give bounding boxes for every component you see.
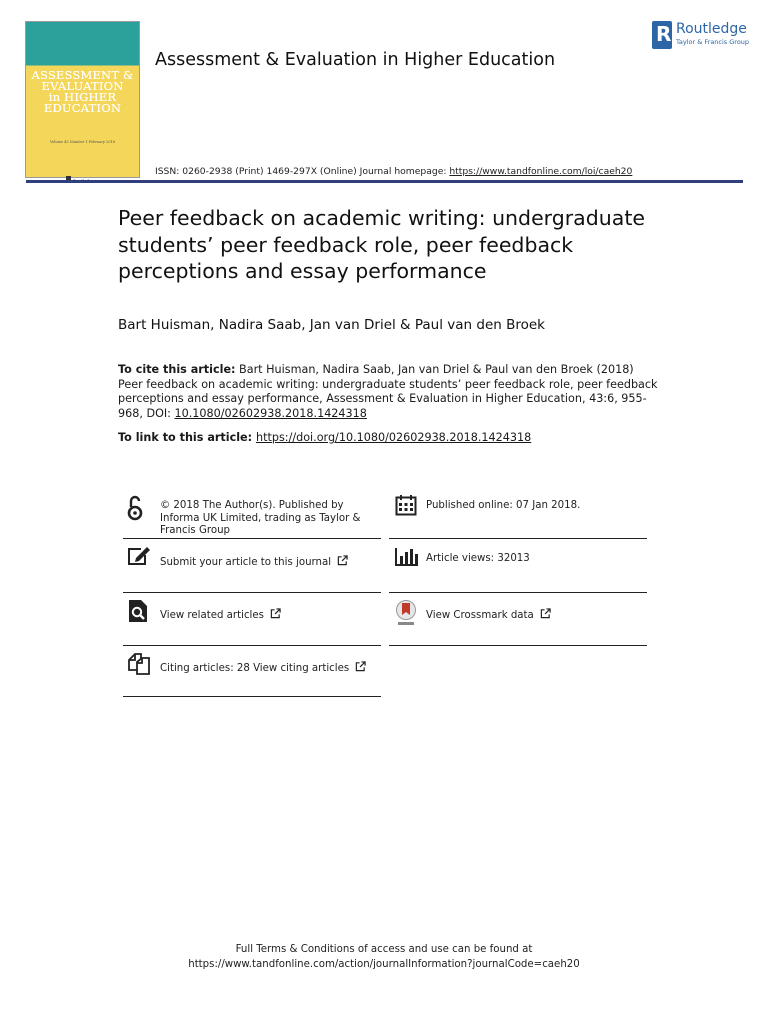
article-authors: Bart Huisman, Nadira Saab, Jan van Driel & Paul van den Broek <box>118 317 546 333</box>
calendar-icon <box>395 494 417 516</box>
external-link-icon <box>540 608 551 619</box>
journal-title: Assessment & Evaluation in Higher Education <box>155 50 556 70</box>
external-link-icon <box>270 608 281 619</box>
terms-text: Full Terms & Conditions of access and use can be found at <box>235 944 533 955</box>
copy-documents-icon <box>127 652 151 676</box>
terms-url[interactable]: https://www.tandfonline.com/action/journalInformation?journalCode=caeh20 <box>188 959 580 970</box>
publisher-subtitle: Taylor & Francis Group <box>676 38 750 46</box>
article-views-cell <box>389 540 647 593</box>
citing-articles-cell[interactable] <box>123 646 381 699</box>
submit-article-cell[interactable] <box>123 540 381 593</box>
submit-article-label: Submit your article to this journal <box>160 557 332 568</box>
search-document-icon <box>127 599 149 623</box>
citing-articles-link[interactable] <box>160 661 382 676</box>
publisher-name: Routledge <box>676 21 747 37</box>
cover-title: ASSESSMENT & EVALUATION in HIGHER EDUCATION <box>31 68 134 115</box>
published-cell <box>389 490 647 540</box>
published-date: Published online: 07 Jan 2018. <box>426 500 581 511</box>
divider <box>389 645 647 646</box>
cite-text: Bart Huisman, Nadira Saab, Jan van Driel & Paul van den Broek (2018) Peer feedback on academic writing: undergraduate students’ peer feedback role, peer feedback perceptions and essay performance, Assessment & Evaluation in Higher Education, 43:6, 955-968, DOI: <box>118 363 658 420</box>
crossmark-cell[interactable] <box>389 593 647 646</box>
related-articles-cell[interactable] <box>123 593 381 646</box>
citation-block <box>118 363 658 421</box>
cite-label: To cite this article: <box>118 363 236 376</box>
external-link-icon <box>337 555 348 566</box>
cover-band <box>26 22 139 65</box>
edit-icon <box>127 546 151 566</box>
cover-volume: Volume 43 Number 1 February 2018 <box>49 140 116 144</box>
journal-homepage-link[interactable]: https://www.tandfonline.com/loi/caeh20 <box>449 166 633 177</box>
journal-cover-image <box>26 22 139 177</box>
link-label: To link to this article: <box>118 431 256 444</box>
doi-link[interactable]: 10.1080/02602938.2018.1424318 <box>174 406 367 420</box>
crossmark-link[interactable] <box>426 608 648 623</box>
crossmark-label: View Crossmark data <box>426 610 534 621</box>
routledge-logo-icon: R <box>652 21 672 49</box>
submit-article-link[interactable] <box>160 555 382 570</box>
open-access-icon <box>127 495 143 521</box>
article-views: Article views: 32013 <box>426 553 530 564</box>
crossmark-icon <box>395 600 417 628</box>
external-link-icon <box>355 661 366 672</box>
issn-text: ISSN: 0260-2938 (Print) 1469-297X (Online) Journal homepage: <box>155 166 450 177</box>
bar-chart-icon <box>395 547 419 567</box>
article-doi-url-link[interactable]: https://doi.org/10.1080/02602938.2018.1424318 <box>256 431 532 444</box>
divider <box>123 696 381 697</box>
article-link-line <box>118 431 531 444</box>
open-access-text: © 2018 The Author(s). Published by Informa UK Limited, trading as Taylor & Francis Group <box>160 500 361 536</box>
related-articles-link[interactable] <box>160 608 382 623</box>
header-divider <box>26 180 743 183</box>
issn-line <box>155 166 632 177</box>
open-access-cell <box>123 490 381 540</box>
related-articles-label: View related articles <box>160 610 264 621</box>
citing-articles-label: Citing articles: 28 View citing articles <box>160 663 350 674</box>
divider <box>389 538 647 539</box>
divider <box>123 538 381 539</box>
terms-footer <box>0 942 768 972</box>
article-title: Peer feedback on academic writing: undergraduate students’ peer feedback role, peer feedback perceptions and essay performance <box>118 206 645 283</box>
